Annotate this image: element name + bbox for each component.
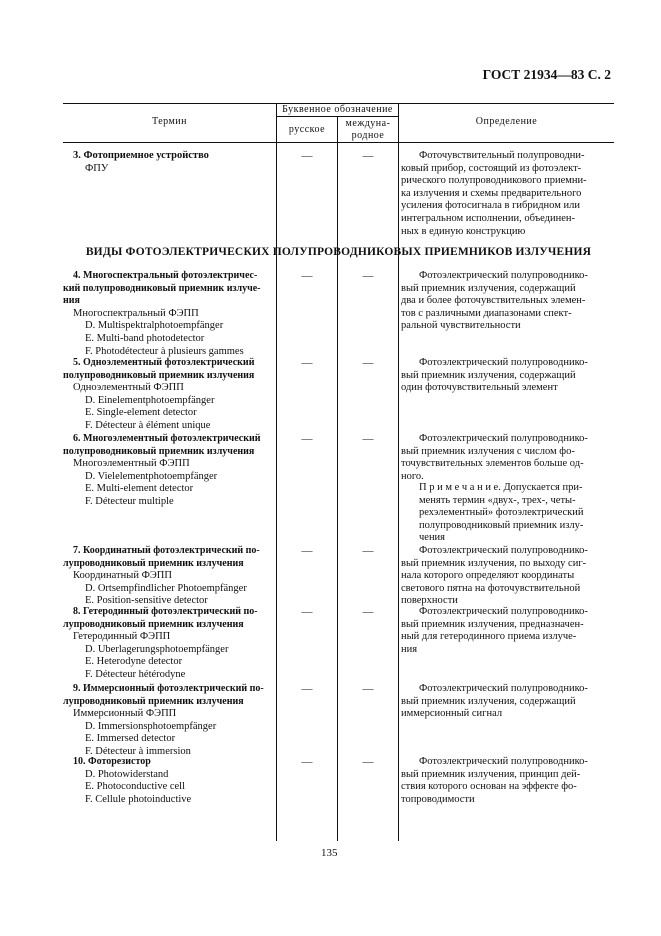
entry-5-foreign-term: E. Single-element detector xyxy=(85,407,197,419)
entry-9-intl: — xyxy=(362,683,374,695)
entry-9-foreign-term: F. Détecteur à immersion xyxy=(85,745,191,757)
entry-title-line: лупроводниковый приемник излучения xyxy=(63,618,244,630)
entry-4-title xyxy=(63,270,275,308)
entry-8-term xyxy=(63,606,275,682)
entry-title-line: 4. Многоспектральный фотоэлектричес- xyxy=(73,270,258,281)
entry-3-definition xyxy=(401,150,608,238)
definition-line: два и более фоточувствительных элемен- xyxy=(401,295,586,307)
header-international-line2: родное xyxy=(351,130,385,141)
entry-title-line: 5. Одноэлементный фотоэлектрический xyxy=(73,357,255,368)
entry-5-foreign-term: D. Einelementphotoempfänger xyxy=(85,394,215,406)
note-line: рехэлементный» фотоэлектрический xyxy=(419,507,584,519)
entry-title-line: 7. Координатный фотоэлектрический по- xyxy=(73,545,260,556)
definition-line: ных в единую конструкцию xyxy=(401,225,526,237)
definition-line: Фотоэлектрический полупроводнико- xyxy=(419,270,588,281)
entry-8-foreign-term: E. Heterodyne detector xyxy=(85,656,183,668)
definition-line: усиления фотосигнала в гибридном или xyxy=(401,200,580,212)
entry-10-definition xyxy=(401,756,608,806)
header-definition: Определение xyxy=(475,116,538,127)
col-divider-2 xyxy=(337,116,338,841)
header-russian: русское xyxy=(288,124,326,135)
definition-line: Фоточувствительный полупроводни- xyxy=(419,150,585,161)
entry-7-ru: — xyxy=(301,545,313,557)
definition-line: ный для гетеродинного приема излуче- xyxy=(401,631,577,643)
entry-9-foreign-term: D. Immersionsphotoempfänger xyxy=(85,720,217,732)
definition-line: ка излучения и схемы предварительного xyxy=(401,187,582,199)
document-code: ГОСТ 21934—83 С. 2 xyxy=(482,67,611,82)
definition-line: Фотоэлектрический полупроводнико- xyxy=(419,756,588,767)
definition-line: Фотоэлектрический полупроводнико- xyxy=(419,545,588,556)
entry-6-definition xyxy=(401,433,608,483)
entry-7-intl: — xyxy=(362,545,374,557)
definition-line: топроводимости xyxy=(401,793,475,805)
definition-line: светового пятна на фоточувствительной xyxy=(401,582,581,594)
entry-4-ru: — xyxy=(301,270,313,282)
page-number: 135 xyxy=(321,847,338,859)
entry-9-term xyxy=(63,683,275,759)
entry-5-foreign-term: F. Détecteur à élément unique xyxy=(85,419,211,431)
entry-9-title xyxy=(63,683,275,708)
entry-7-term xyxy=(63,545,275,608)
entry-6-intl: — xyxy=(362,433,374,445)
entry-title-line: ния xyxy=(63,295,80,307)
definition-line: тов с различными диапазонами спект- xyxy=(401,307,572,319)
definition-line: ния xyxy=(401,643,418,655)
entry-8-definition xyxy=(401,606,608,656)
header-designation: Буквенное обозначение xyxy=(282,104,393,115)
entry-5-ru: — xyxy=(301,357,313,369)
entry-3-term xyxy=(73,150,273,175)
section-title: ВИДЫ ФОТОЭЛЕКТРИЧЕСКИХ ПОЛУПРОВОДНИКОВЫХ ПРИЕМНИКОВ ИЗЛУЧЕНИЯ xyxy=(85,246,592,258)
entry-8-foreign-term: F. Détecteur hétérodyne xyxy=(85,668,186,680)
definition-line: ствия которого основан на эффекте фо- xyxy=(401,781,577,793)
entry-title-line: полупроводниковый приемник излучения xyxy=(63,445,255,457)
definition-line: вый приемник излучения, содержащий xyxy=(401,282,576,294)
entry-10-foreign-term: F. Cellule photoinductive xyxy=(85,793,192,805)
entry-title-line: 10. Фоторезистор xyxy=(73,756,151,767)
definition-line: вый приемник излучения, содержащий xyxy=(401,695,576,707)
entry-8-short-term: Гетеродинный ФЭПП xyxy=(73,631,171,643)
entry-5-short-term: Одноэлементный ФЭПП xyxy=(73,382,184,394)
definition-line: ральной чувствительности xyxy=(401,320,521,332)
entry-4-definition xyxy=(401,270,608,333)
definition-line: вый приемник излучения, по выходу сиг- xyxy=(401,557,587,569)
entry-8-title xyxy=(63,606,275,631)
entry-4-intl: — xyxy=(362,270,374,282)
entry-title-line: полупроводниковый приемник излучения xyxy=(63,369,255,381)
definition-line: нала которого определяют координаты xyxy=(401,570,575,582)
entry-title-line: лупроводниковый приемник излучения xyxy=(63,557,244,569)
entry-3-intl: — xyxy=(362,150,374,162)
entry-6-ru: — xyxy=(301,433,313,445)
entry-5-term xyxy=(63,357,275,433)
entry-9-foreign-term: E. Immersed detector xyxy=(85,733,176,745)
entry-3-ru: — xyxy=(301,150,313,162)
entry-8-ru: — xyxy=(301,606,313,618)
entry-6-title xyxy=(63,433,275,458)
definition-line: вый приемник излучения с числом фо- xyxy=(401,445,575,457)
entry-7-definition xyxy=(401,545,608,608)
entry-7-title xyxy=(63,545,275,570)
entry-7-short-term: Координатный ФЭПП xyxy=(73,570,172,582)
header-international xyxy=(338,118,398,142)
entry-title-line: кий полупроводниковый приемник излуче- xyxy=(63,282,261,294)
entry-8-intl: — xyxy=(362,606,374,618)
entry-4-short-term: Многоспектральный ФЭПП xyxy=(73,307,199,319)
entry-7-foreign-term: E. Position-sensitive detector xyxy=(85,595,208,607)
entry-9-short-term: Иммерсионный ФЭПП xyxy=(73,708,177,720)
definition-line: интегральном исполнении, объединен- xyxy=(401,212,576,224)
entry-8-foreign-term: D. Uberlagerungsphotoempfänger xyxy=(85,643,229,655)
entry-7-foreign-term: D. Ortsempfindlicher Photoempfänger xyxy=(85,582,247,594)
entry-4-foreign-term: E. Multi-band photodetector xyxy=(85,332,205,344)
entry-10-foreign-term: D. Photowiderstand xyxy=(85,768,169,780)
entry-6-foreign-term: E. Multi-element detector xyxy=(85,483,194,495)
definition-line: иммерсионный сигнал xyxy=(401,708,503,720)
entry-title-line: 6. Многоэлементный фотоэлектрический xyxy=(73,433,261,444)
col-divider-3 xyxy=(398,103,399,841)
definition-line: Фотоэлектрический полупроводнико- xyxy=(419,683,588,694)
definition-line: Фотоэлектрический полупроводнико- xyxy=(419,357,588,368)
definition-line: ковый прибор, состоящий из фотоэлект- xyxy=(401,162,582,174)
note-line: чения xyxy=(419,532,446,544)
entry-10-foreign-term: E. Photoconductive cell xyxy=(85,781,186,793)
entry-title-line: лупроводниковый приемник излучения xyxy=(63,695,244,707)
entry-6-foreign-term: D. Vielelementphotoempfänger xyxy=(85,470,218,482)
entry-10-intl: — xyxy=(362,756,374,768)
col-divider-1 xyxy=(276,103,277,841)
entry-9-ru: — xyxy=(301,683,313,695)
entry-6-short-term: Многоэлементный ФЭПП xyxy=(73,458,190,470)
definition-line: Фотоэлектрический полупроводнико- xyxy=(419,433,588,444)
definition-line: вый приемник излучения, предназначен- xyxy=(401,618,584,630)
definition-line: поверхности xyxy=(401,595,458,607)
entry-3-title: 3. Фотоприемное устройство xyxy=(73,150,209,161)
definition-line: вый приемник излучения, принцип дей- xyxy=(401,768,581,780)
note-line: П р и м е ч а н и е. Допускается при- xyxy=(419,482,583,493)
entry-5-intl: — xyxy=(362,357,374,369)
header-international-line1: междуна- xyxy=(345,118,391,129)
entry-10-title xyxy=(73,756,275,769)
entry-6-note xyxy=(401,482,608,545)
entry-4-term xyxy=(63,270,275,358)
definition-line: вый приемник излучения, содержащий xyxy=(401,369,576,381)
definition-line: рического полупроводникового приемни- xyxy=(401,175,587,187)
entry-4-foreign-term: F. Photodétecteur à plusieurs gammes xyxy=(85,345,244,357)
note-line: полупроводниковый приемник излу- xyxy=(419,519,584,531)
definition-line: Фотоэлектрический полупроводнико- xyxy=(419,606,588,617)
definition-line: один фоточувствительный элемент xyxy=(401,382,558,394)
note-line: менять термин «двух-, трех-, четы- xyxy=(419,494,576,506)
entry-title-line: 9. Иммерсионный фотоэлектрический по- xyxy=(73,683,264,694)
entry-5-title xyxy=(63,357,275,382)
entry-3-abbr: ФПУ xyxy=(85,162,109,174)
entry-4-foreign-term: D. Multispektralphotoempfänger xyxy=(85,320,224,332)
entry-10-ru: — xyxy=(301,756,313,768)
header-term: Термин xyxy=(151,116,188,127)
entry-9-definition xyxy=(401,683,608,721)
header-bottom-rule xyxy=(63,142,614,143)
entry-6-foreign-term: F. Détecteur multiple xyxy=(85,495,174,507)
definition-line: ного. xyxy=(401,470,424,482)
entry-6-term xyxy=(63,433,275,509)
entry-title-line: 8. Гетеродинный фотоэлектрический по- xyxy=(73,606,258,617)
entry-5-definition xyxy=(401,357,608,395)
definition-line: точувствительных элементов больше од- xyxy=(401,458,584,470)
entry-10-term xyxy=(73,756,275,806)
